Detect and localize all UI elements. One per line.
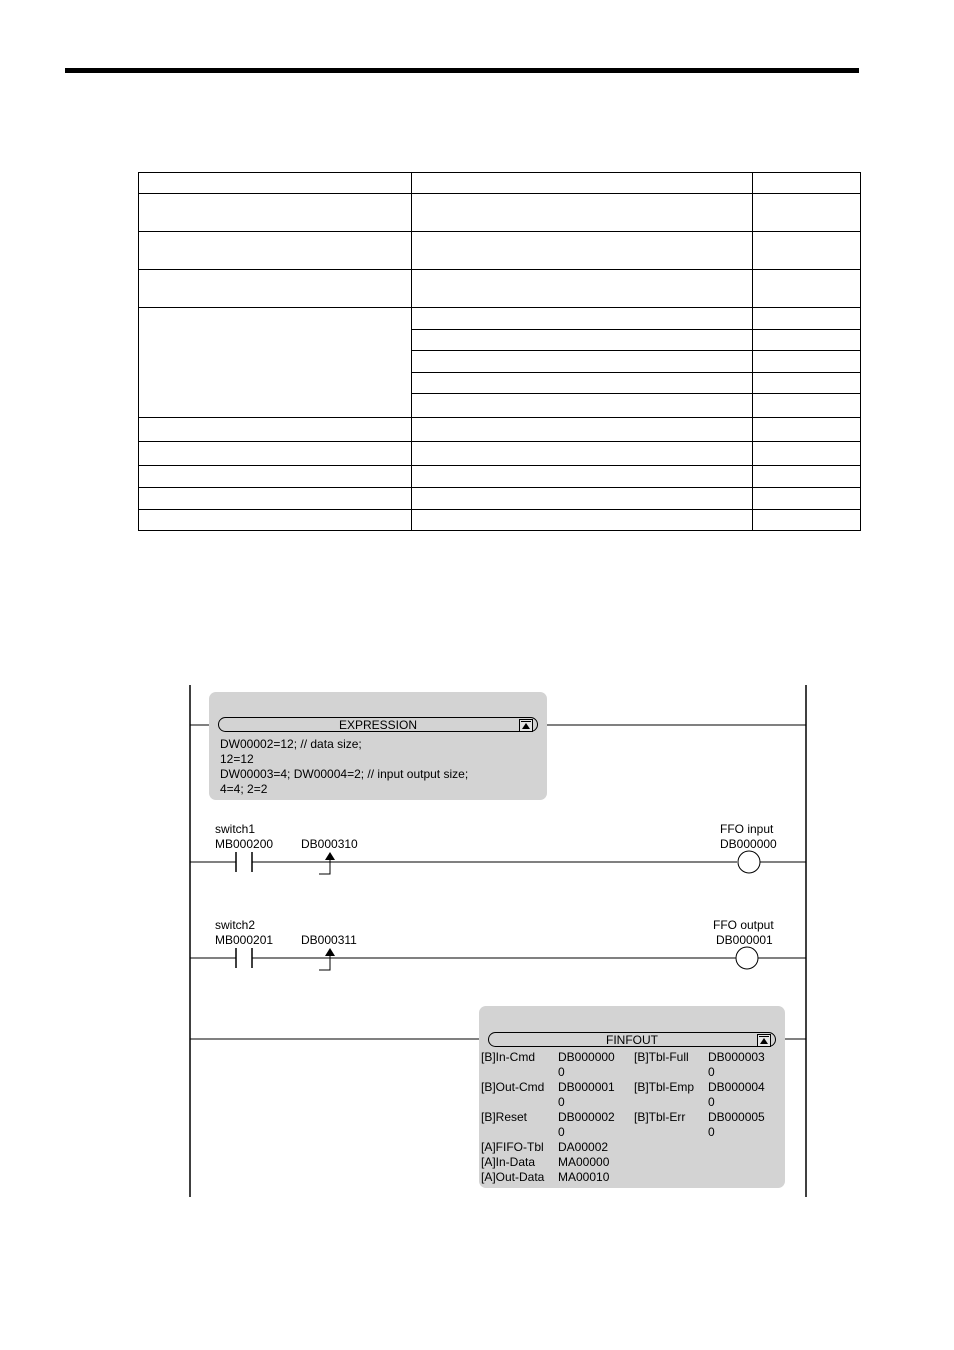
contact-label: switch2 [215,918,256,932]
finfout-param-sub: 0 [558,1125,565,1139]
coil-label: FFO input [720,822,774,836]
collapse-icon[interactable] [757,1034,771,1047]
coil-label: FFO output [713,918,774,932]
coil-ffo-output [736,947,758,969]
contact-address: MB000200 [215,837,274,851]
collapse-icon[interactable] [519,719,533,732]
edge-address: DB000311 [301,933,357,947]
contact-label: switch1 [215,822,256,836]
finfout-param-sub: 0 [558,1095,565,1109]
finfout-param-name: [B]Tbl-Err [634,1110,686,1124]
finfout-param-name: [B]Tbl-Full [634,1050,689,1064]
finfout-param-sub: 0 [708,1065,715,1079]
finfout-titlebar [488,1032,776,1047]
finfout-param-addr: DB000001 [558,1080,615,1094]
finfout-param-name: [A]In-Data [481,1155,536,1169]
expression-titlebar [218,717,538,732]
expression-line: DW00002=12; // data size; [220,737,362,751]
coil-ffo-input [738,851,760,873]
finfout-param-addr: DB000000 [558,1050,615,1064]
expression-line: 4=4; 2=2 [220,782,268,796]
edge-address: DB000310 [301,837,358,851]
expression-line: DW00003=4; DW00004=2; // input output size; [220,767,469,781]
finfout-param-addr: DB000004 [708,1080,765,1094]
coil-address: DB000001 [716,933,773,947]
finfout-block[interactable] [479,1006,785,1188]
finfout-param-sub: 0 [708,1125,715,1139]
contact-address: MB000201 [215,933,274,947]
finfout-param-name: [A]FIFO-Tbl [481,1140,544,1154]
finfout-title: FINFOUT [606,1033,658,1047]
finfout-param-name: [B]In-Cmd [481,1050,536,1064]
finfout-param-name: [B]Out-Cmd [481,1080,545,1094]
finfout-param-addr: DA00002 [558,1140,609,1154]
expression-line: 12=12 [220,752,254,766]
finfout-param-sub: 0 [708,1095,715,1109]
finfout-param-addr: DB000003 [708,1050,765,1064]
finfout-param-name: [A]Out-Data [481,1170,545,1184]
expression-title: EXPRESSION [338,718,418,732]
finfout-param-sub: 0 [558,1065,565,1079]
finfout-param-name: [B]Reset [481,1110,528,1124]
finfout-param-addr: DB000002 [558,1110,615,1124]
expression-block[interactable] [209,692,547,800]
rising-edge-arrow-1 [325,852,335,860]
coil-address: DB000000 [720,837,777,851]
finfout-param-addr: MA00000 [558,1155,610,1169]
finfout-param-addr: DB000005 [708,1110,765,1124]
rising-edge-arrow-2 [325,948,335,956]
finfout-param-addr: MA00010 [558,1170,610,1184]
finfout-param-name: [B]Tbl-Emp [634,1080,695,1094]
